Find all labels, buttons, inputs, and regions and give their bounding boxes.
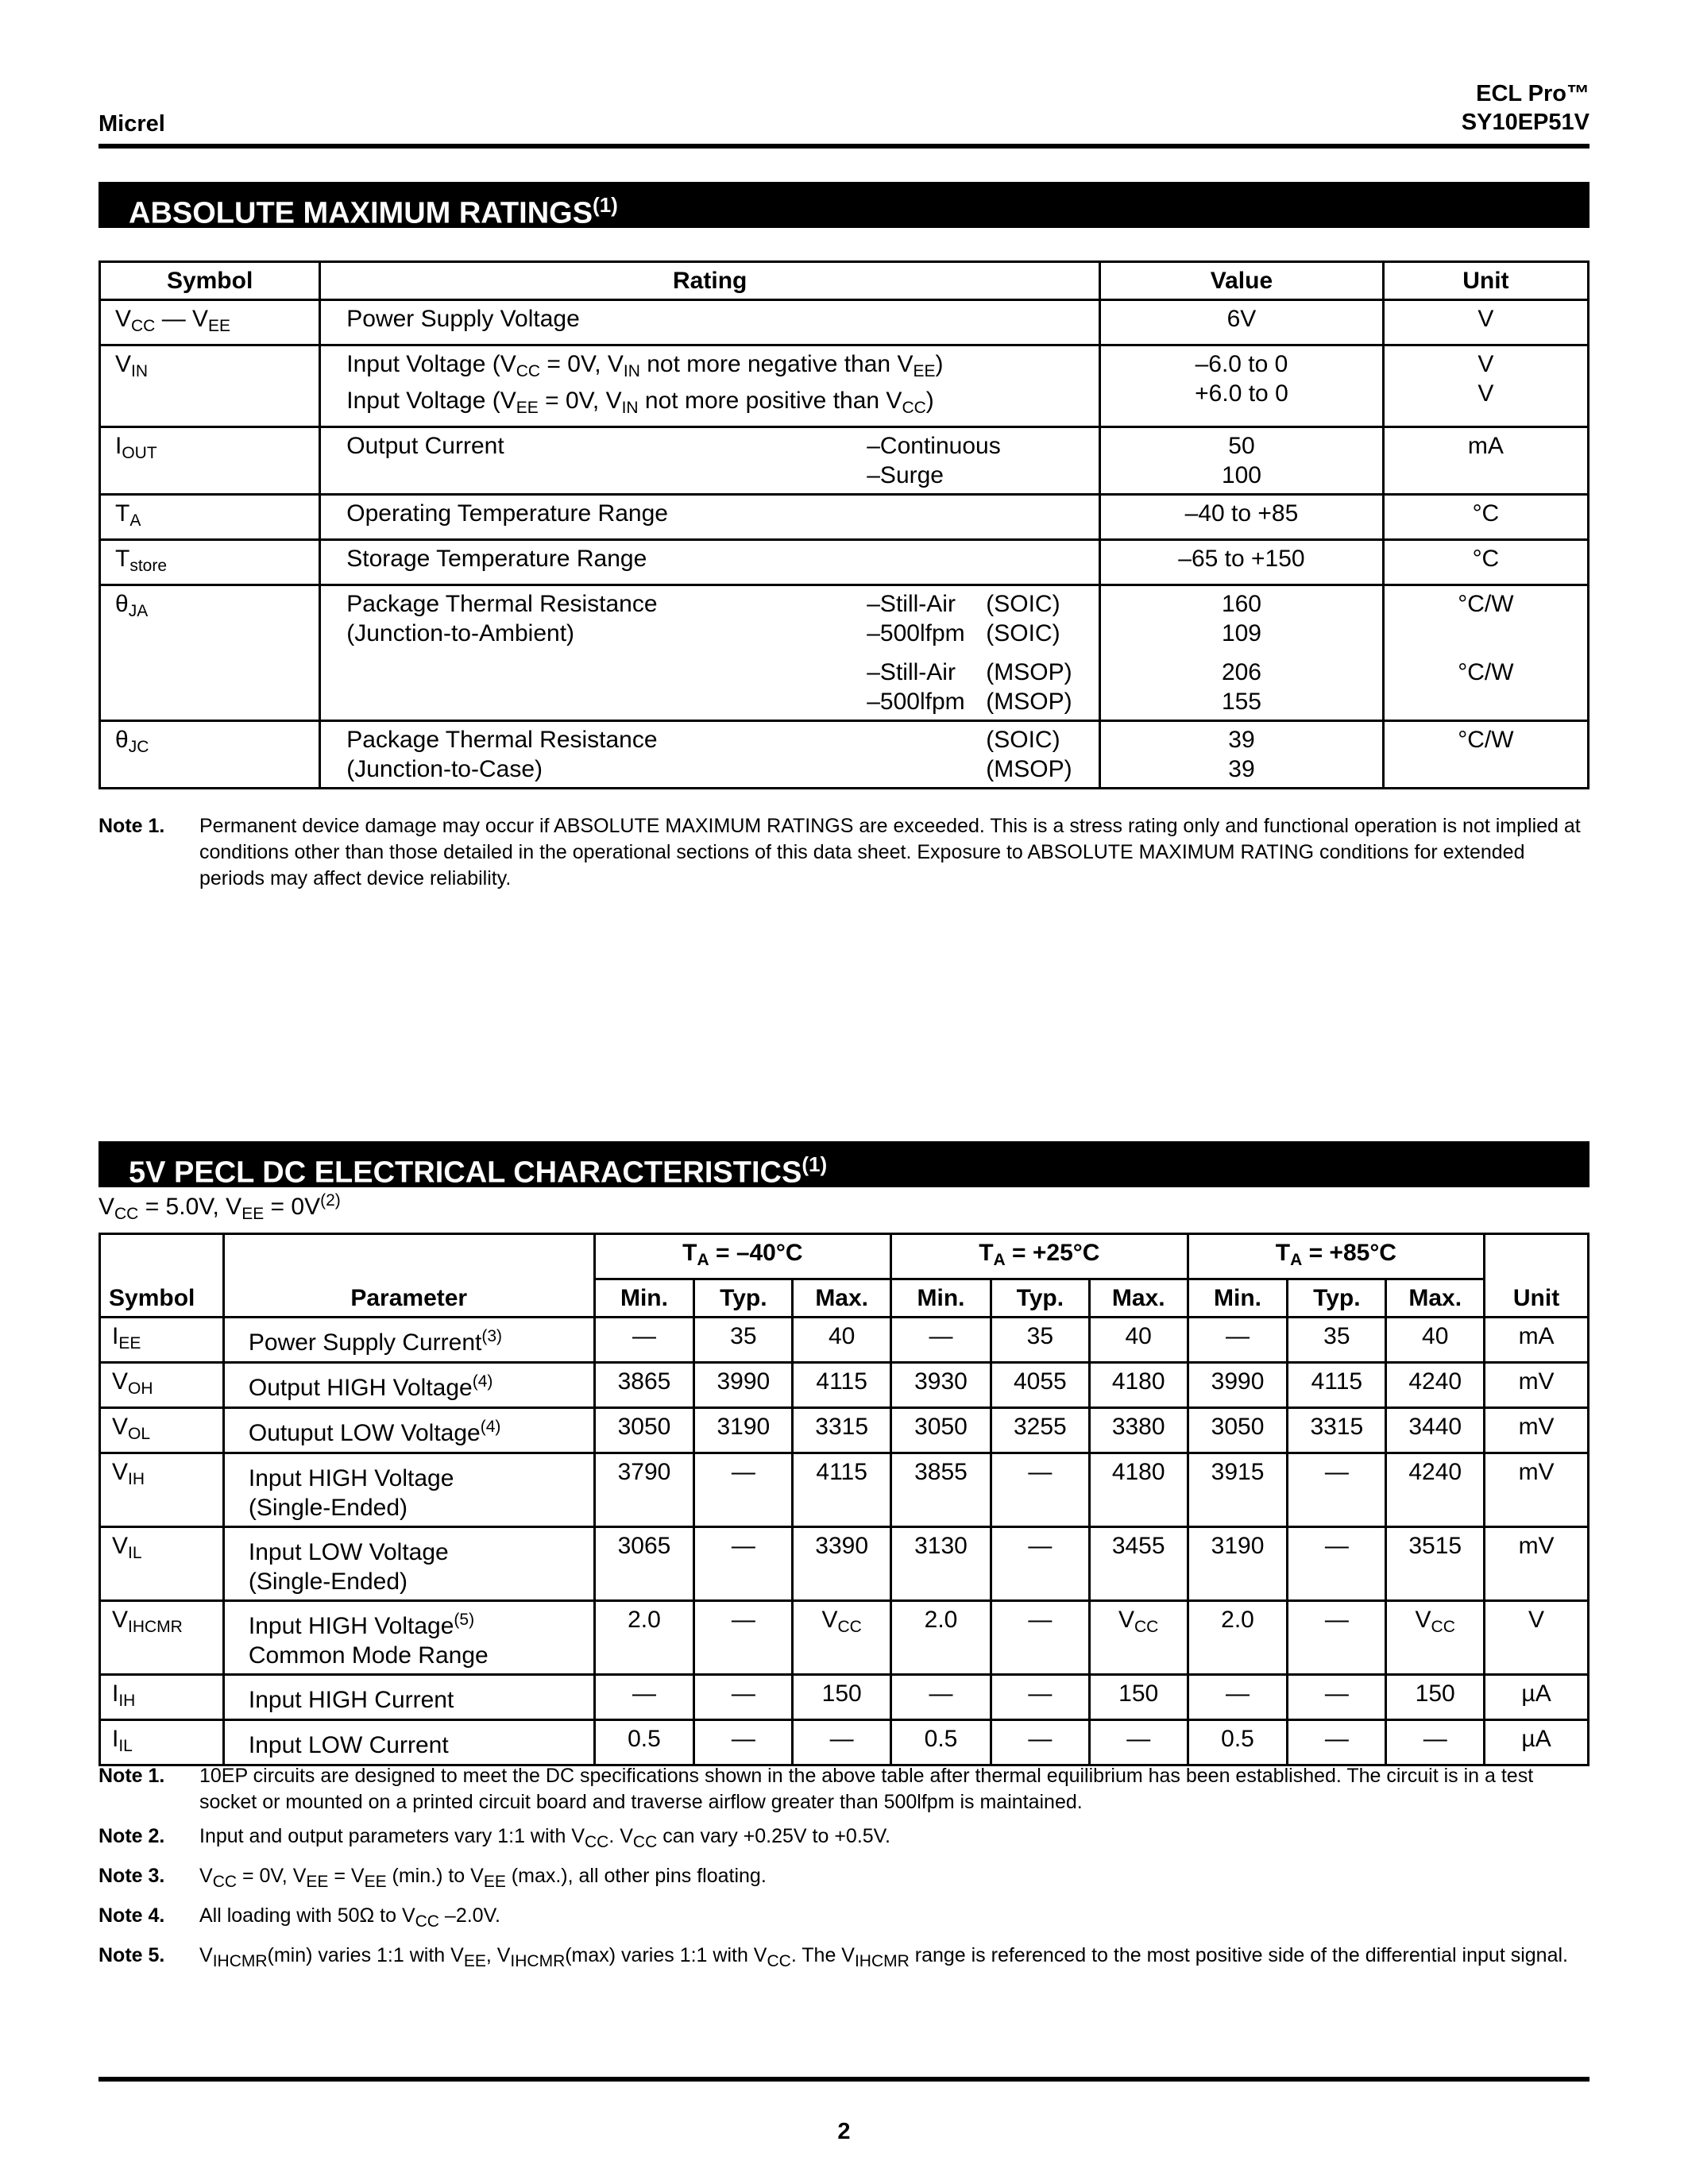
value-cell: 3515 (1386, 1527, 1485, 1601)
table-row (100, 300, 1589, 345)
temp-group-header: $T_A = +25^\circ C$ (891, 1234, 1188, 1279)
table-row (100, 345, 1589, 427)
value-cell: — (1288, 1675, 1386, 1720)
symbol-cell: $V_{OH}$ (100, 1363, 224, 1408)
symbol-cell: $I_{OUT}$ (100, 427, 320, 495)
symbol-cell: $I_{EE}$ (100, 1318, 224, 1363)
note-label: Note 3. (98, 1865, 165, 1887)
dc-conditions: $V_{CC} = 5.0V$, $V_{EE} = 0V^{(2)}$ (98, 1191, 341, 1223)
symbol-cell: $\theta_{JC}$ (100, 721, 320, 789)
value-cell: 3930 (891, 1363, 991, 1408)
value-cell: $V_{CC}$ (793, 1601, 891, 1675)
value-cell: 3050 (1188, 1408, 1288, 1453)
note-text: 10EP circuits are designed to meet the DC specifications shown in the above table after thermal equilibrium has been established. The circuit is in a test socket or mounted on a printed circuit board and traverse airflow greater than 500lfpm is maintained. (199, 1765, 1534, 1813)
value-cell: 3455 (1089, 1527, 1188, 1601)
column-header: Unit (1383, 262, 1588, 300)
value-cell: 2.0 (594, 1601, 694, 1675)
value-cell: 3050 (891, 1408, 991, 1453)
value-cell: 3915 (1188, 1453, 1288, 1527)
column-header: Min. (594, 1279, 694, 1318)
value-cell: — (991, 1527, 1089, 1601)
unit-cell: °C/W (1383, 721, 1588, 789)
column-header: Unit (1485, 1234, 1589, 1318)
dc-characteristics-table (98, 1233, 1590, 1766)
value-cell: 40 (793, 1318, 891, 1363)
column-header: Max. (1089, 1279, 1188, 1318)
rating-cell: Operating Temperature Range (320, 495, 1100, 540)
unit-cell: mV (1485, 1408, 1589, 1453)
note-text: Input and output parameters vary 1:1 with $V_{CC}$. $V_{CC}$ can vary +0.25V to +0.5V. (199, 1825, 890, 1851)
table-row (100, 1453, 1589, 1527)
rating-cell: Output Current –Continuous –Surge (320, 427, 1100, 495)
value-cell: 150 (1089, 1675, 1188, 1720)
part-number: SY10EP51V (1461, 110, 1590, 135)
column-header: Symbol (100, 262, 320, 300)
dc-notes (98, 1763, 1590, 1982)
value-cell: — (694, 1675, 793, 1720)
dc-title-banner (98, 1141, 1590, 1190)
column-header: Max. (793, 1279, 891, 1318)
note-item (98, 1943, 1590, 1974)
value-cell: — (594, 1318, 694, 1363)
value-cell: 2.0 (891, 1601, 991, 1675)
value-cell: — (891, 1318, 991, 1363)
unit-cell: mA (1383, 427, 1588, 495)
column-header: Typ. (694, 1279, 793, 1318)
note-label: Note 5. (98, 1944, 165, 1966)
unit-cell: mV (1485, 1527, 1589, 1601)
table-header-row (100, 1234, 1589, 1279)
value-cell: 3440 (1386, 1408, 1485, 1453)
value-cell: 50 100 (1100, 427, 1384, 495)
value-cell: — (694, 1527, 793, 1601)
table-row (100, 1408, 1589, 1453)
company-name: Micrel (98, 111, 165, 137)
symbol-cell: $V_{CC}$ — $V_{EE}$ (100, 300, 320, 345)
symbol-cell: $V_{IN}$ (100, 345, 320, 427)
column-header: Rating (320, 262, 1100, 300)
unit-cell: °C (1383, 495, 1588, 540)
column-header: Typ. (1288, 1279, 1386, 1318)
value-cell: 3990 (694, 1363, 793, 1408)
footer-rule (98, 2077, 1590, 2082)
table-row (100, 1601, 1589, 1675)
value-cell: — (1288, 1720, 1386, 1765)
value-cell: 3190 (694, 1408, 793, 1453)
abs-max-title: ABSOLUTE MAXIMUM RATINGS (129, 196, 593, 230)
note-text: All loading with 50Ω to $V_{CC}$ –2.0V. (199, 1904, 500, 1931)
value-cell: 39 39 (1100, 721, 1384, 789)
note-text: $V_{IHCMR}(\min)$ varies 1:1 with $V_{EE}$, $V_{IHCMR}(\max)$ varies 1:1 with $V_{CC}$. The $V_{IHCMR}$ range is referenced to the most positive side of the differential input signal. (199, 1944, 1568, 1970)
value-cell: –6.0 to 0 +6.0 to 0 (1100, 345, 1384, 427)
parameter-cell: Power Supply Current$^{(3)}$ (223, 1318, 594, 1363)
column-header: Max. (1386, 1279, 1485, 1318)
value-cell: 3315 (793, 1408, 891, 1453)
value-cell: 40 (1089, 1318, 1188, 1363)
rating-cell: Storage Temperature Range (320, 540, 1100, 585)
value-cell: — (1089, 1720, 1188, 1765)
unit-cell: °C/W °C/W (1383, 585, 1588, 721)
value-cell: $V_{CC}$ (1386, 1601, 1485, 1675)
value-cell: — (1288, 1453, 1386, 1527)
value-cell: 3315 (1288, 1408, 1386, 1453)
table-row (100, 1363, 1589, 1408)
abs-max-title-banner (98, 182, 1590, 228)
unit-cell: mA (1485, 1318, 1589, 1363)
unit-cell: V (1485, 1601, 1589, 1675)
column-header: Symbol (100, 1234, 224, 1318)
dc-title-note: (1) (802, 1152, 828, 1176)
product-line: ECL Pro™ (1476, 81, 1590, 106)
rating-cell: Package Thermal Resistance (Junction-to-Case) (SOIC) (MSOP) (320, 721, 1100, 789)
unit-cell: °C (1383, 540, 1588, 585)
column-header: Min. (891, 1279, 991, 1318)
symbol-cell: $V_{OL}$ (100, 1408, 224, 1453)
value-cell: 3065 (594, 1527, 694, 1601)
page-number: 2 (837, 2119, 851, 2144)
value-cell: 3390 (793, 1527, 891, 1601)
value-cell: 150 (1386, 1675, 1485, 1720)
table-row (100, 585, 1589, 721)
note-label: Note 4. (98, 1904, 165, 1927)
note-text: $V_{CC} = 0V$, $V_{EE} = V_{EE}$ (min.) to $V_{EE}$ (max.), all other pins floating. (199, 1865, 767, 1891)
unit-cell: mV (1485, 1363, 1589, 1408)
value-cell: — (991, 1720, 1089, 1765)
value-cell: — (991, 1675, 1089, 1720)
value-cell: — (1386, 1720, 1485, 1765)
value-cell: — (991, 1601, 1089, 1675)
note-label: Note 2. (98, 1825, 165, 1847)
value-cell: 4115 (1288, 1363, 1386, 1408)
rating-cell: Package Thermal Resistance (Junction-to-Ambient) –Still-Air (SOIC) –500lfpm (SOIC) –Still-Air (MSOP) –500lfpm (MSOP) (320, 585, 1100, 721)
value-cell: — (694, 1453, 793, 1527)
value-cell: 4180 (1089, 1363, 1188, 1408)
value-cell: — (991, 1453, 1089, 1527)
column-header: Value (1100, 262, 1384, 300)
column-header: Parameter (223, 1234, 594, 1318)
note-label: Note 1. (98, 815, 165, 837)
parameter-cell: Input HIGH Voltage (Single-Ended) (223, 1453, 594, 1527)
value-cell: $V_{CC}$ (1089, 1601, 1188, 1675)
header-rule (98, 144, 1590, 149)
table-row (100, 1675, 1589, 1720)
value-cell: — (1188, 1318, 1288, 1363)
note-item (98, 813, 1590, 892)
table-row (100, 540, 1589, 585)
symbol-cell: $T_{store}$ (100, 540, 320, 585)
value-cell: — (1288, 1601, 1386, 1675)
parameter-cell: Input LOW Voltage (Single-Ended) (223, 1527, 594, 1601)
parameter-cell: Input HIGH Current (223, 1675, 594, 1720)
value-cell: –65 to +150 (1100, 540, 1384, 585)
value-cell: 35 (991, 1318, 1089, 1363)
column-header: Min. (1188, 1279, 1288, 1318)
table-row (100, 1318, 1589, 1363)
temp-group-header: $T_A = +85^\circ C$ (1188, 1234, 1485, 1279)
value-cell: 2.0 (1188, 1601, 1288, 1675)
symbol-cell: $V_{IL}$ (100, 1527, 224, 1601)
parameter-cell: Outuput LOW Voltage$^{(4)}$ (223, 1408, 594, 1453)
note-label: Note 1. (98, 1765, 165, 1787)
value-cell: 4115 (793, 1363, 891, 1408)
value-cell: 35 (694, 1318, 793, 1363)
value-cell: 40 (1386, 1318, 1485, 1363)
value-cell: — (891, 1675, 991, 1720)
abs-max-title-note: (1) (593, 193, 618, 217)
value-cell: 4180 (1089, 1453, 1188, 1527)
value-cell: 3130 (891, 1527, 991, 1601)
table-row (100, 721, 1589, 789)
table-row (100, 1720, 1589, 1765)
value-cell: 3790 (594, 1453, 694, 1527)
table-row (100, 427, 1589, 495)
note-item (98, 1863, 1590, 1895)
rating-cell: Input Voltage ($V_{CC} = 0V$, $V_{IN}$ not more negative than $V_{EE}$) Input Voltage ($V_{EE} = 0V$, $V_{IN}$ not more positive than $V_{CC}$) (320, 345, 1100, 427)
value-cell: — (1288, 1527, 1386, 1601)
table-row (100, 1527, 1589, 1601)
value-cell: 4055 (991, 1363, 1089, 1408)
value-cell: 6V (1100, 300, 1384, 345)
symbol-cell: $\theta_{JA}$ (100, 585, 320, 721)
note-item (98, 1763, 1590, 1815)
value-cell: –40 to +85 (1100, 495, 1384, 540)
note-item (98, 1823, 1590, 1855)
value-cell: — (594, 1675, 694, 1720)
unit-cell: µA (1485, 1675, 1589, 1720)
value-cell: 0.5 (891, 1720, 991, 1765)
symbol-cell: $T_A$ (100, 495, 320, 540)
value-cell: 0.5 (594, 1720, 694, 1765)
symbol-cell: $V_{IHCMR}$ (100, 1601, 224, 1675)
value-cell: 3990 (1188, 1363, 1288, 1408)
value-cell: 35 (1288, 1318, 1386, 1363)
value-cell: 3865 (594, 1363, 694, 1408)
value-cell: 4115 (793, 1453, 891, 1527)
note-item (98, 1903, 1590, 1935)
temp-group-header: $T_A = -40^\circ C$ (594, 1234, 891, 1279)
parameter-cell: Input LOW Current (223, 1720, 594, 1765)
value-cell: 4240 (1386, 1453, 1485, 1527)
symbol-cell: $I_{IL}$ (100, 1720, 224, 1765)
unit-cell: V (1383, 300, 1588, 345)
value-cell: 4240 (1386, 1363, 1485, 1408)
parameter-cell: Output HIGH Voltage$^{(4)}$ (223, 1363, 594, 1408)
value-cell: — (1188, 1675, 1288, 1720)
symbol-cell: $V_{IH}$ (100, 1453, 224, 1527)
table-row (100, 495, 1589, 540)
value-cell: 150 (793, 1675, 891, 1720)
unit-cell: mV (1485, 1453, 1589, 1527)
abs-max-table (98, 260, 1590, 789)
value-cell: 3050 (594, 1408, 694, 1453)
column-header: Typ. (991, 1279, 1089, 1318)
note-text: Permanent device damage may occur if ABSOLUTE MAXIMUM RATINGS are exceeded. This is a stress rating only and functional operation is not implied at conditions other than those detailed in the operational sections of this data sheet. Exposure to ABSOLUTE MAXIMUM RATING conditions for extended periods may affect device reliability. (199, 815, 1581, 889)
abs-max-notes (98, 813, 1590, 900)
value-cell: — (694, 1720, 793, 1765)
value-cell: 160 109 206 155 (1100, 585, 1384, 721)
symbol-cell: $I_{IH}$ (100, 1675, 224, 1720)
value-cell: — (694, 1601, 793, 1675)
value-cell: 0.5 (1188, 1720, 1288, 1765)
unit-cell: µA (1485, 1720, 1589, 1765)
rating-cell: Power Supply Voltage (320, 300, 1100, 345)
unit-cell: V V (1383, 345, 1588, 427)
document-header-right (1462, 79, 1590, 137)
value-cell: 3190 (1188, 1527, 1288, 1601)
dc-title: 5V PECL DC ELECTRICAL CHARACTERISTICS (129, 1156, 802, 1190)
value-cell: — (793, 1720, 891, 1765)
table-header-row (100, 262, 1589, 300)
value-cell: 3855 (891, 1453, 991, 1527)
value-cell: 3380 (1089, 1408, 1188, 1453)
value-cell: 3255 (991, 1408, 1089, 1453)
parameter-cell: Input HIGH Voltage$^{(5)}$ Common Mode Range (223, 1601, 594, 1675)
